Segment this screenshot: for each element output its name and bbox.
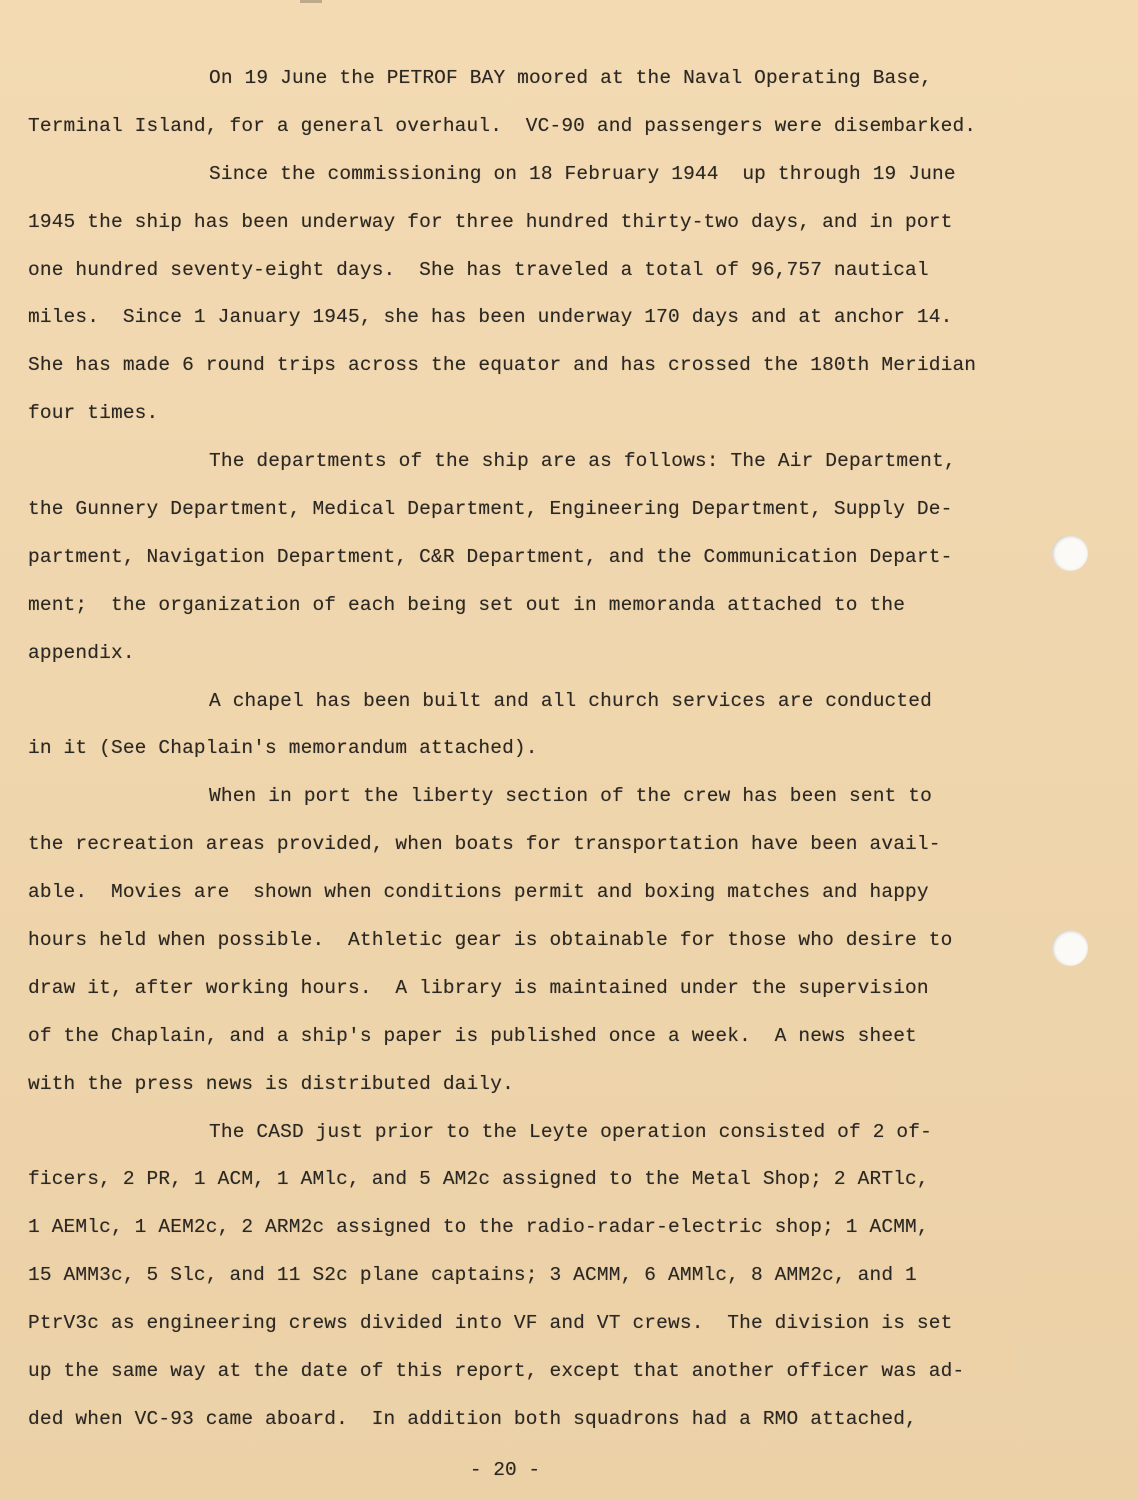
text-line: The departments of the ship are as follows: The Air Department, bbox=[209, 450, 956, 473]
text-line: Since the commissioning on 18 February 1944 up through 19 June bbox=[209, 162, 956, 185]
text-line: ment; the organization of each being set out in memoranda attached to the bbox=[28, 593, 906, 616]
text-line: of the Chaplain, and a ship's paper is published once a week. A news sheet bbox=[28, 1024, 917, 1047]
text-line: A chapel has been built and all church services are conducted bbox=[209, 689, 932, 712]
text-line: 1 AEMlc, 1 AEM2c, 2 ARM2c assigned to the radio-radar-electric shop; 1 ACMM, bbox=[28, 1216, 929, 1239]
text-line: 1945 the ship has been underway for three hundred thirty-two days, and in port bbox=[28, 210, 953, 233]
text-line: partment, Navigation Department, C&R Department, and the Communication Depart- bbox=[28, 545, 953, 568]
text-line: She has made 6 round trips across the equator and has crossed the 180th Meridian bbox=[28, 354, 977, 377]
text-line: 15 AMM3c, 5 Slc, and 11 S2c plane captains; 3 ACMM, 6 AMMlc, 8 AMM2c, and 1 bbox=[28, 1264, 917, 1287]
text-line: The CASD just prior to the Leyte operation consisted of 2 of- bbox=[209, 1120, 932, 1143]
text-line: Terminal Island, for a general overhaul. VC-90 and passengers were disembarked. bbox=[28, 114, 977, 137]
text-line: ded when VC-93 came aboard. In addition both squadrons had a RMO attached, bbox=[28, 1407, 917, 1430]
text-line: On 19 June the PETROF BAY moored at the Naval Operating Base, bbox=[209, 67, 932, 89]
punch-hole bbox=[1052, 535, 1088, 571]
text-line: PtrV3c as engineering crews divided into VF and VT crews. The division is set bbox=[28, 1312, 953, 1335]
text-line: draw it, after working hours. A library is maintained under the supervision bbox=[28, 976, 929, 999]
typed-text-block bbox=[28, 55, 1008, 1444]
page-number: - 20 - bbox=[469, 1459, 541, 1481]
punch-hole bbox=[1052, 930, 1088, 966]
text-line: with the press news is distributed daily. bbox=[28, 1072, 514, 1095]
text-line: ficers, 2 PR, 1 ACM, 1 AMlc, and 5 AM2c assigned to the Metal Shop; 2 ARTlc, bbox=[28, 1168, 929, 1191]
text-line: in it (See Chaplain's memorandum attached). bbox=[28, 737, 538, 760]
text-line: the Gunnery Department, Medical Department, Engineering Department, Supply De- bbox=[28, 498, 953, 521]
text-line: able. Movies are shown when conditions permit and boxing matches and happy bbox=[28, 881, 929, 904]
top-ink-mark bbox=[300, 0, 322, 3]
text-line: hours held when possible. Athletic gear is obtainable for those who desire to bbox=[28, 929, 953, 952]
text-line: miles. Since 1 January 1945, she has been underway 170 days and at anchor 14. bbox=[28, 306, 953, 329]
text-line: the recreation areas provided, when boats for transportation have been avail- bbox=[28, 833, 941, 856]
text-line: appendix. bbox=[28, 641, 135, 664]
text-line: When in port the liberty section of the crew has been sent to bbox=[209, 785, 932, 808]
text-line: four times. bbox=[28, 402, 159, 425]
text-line: up the same way at the date of this report, except that another officer was ad- bbox=[28, 1360, 965, 1383]
text-line: one hundred seventy-eight days. She has traveled a total of 96,757 nautical bbox=[28, 258, 929, 281]
